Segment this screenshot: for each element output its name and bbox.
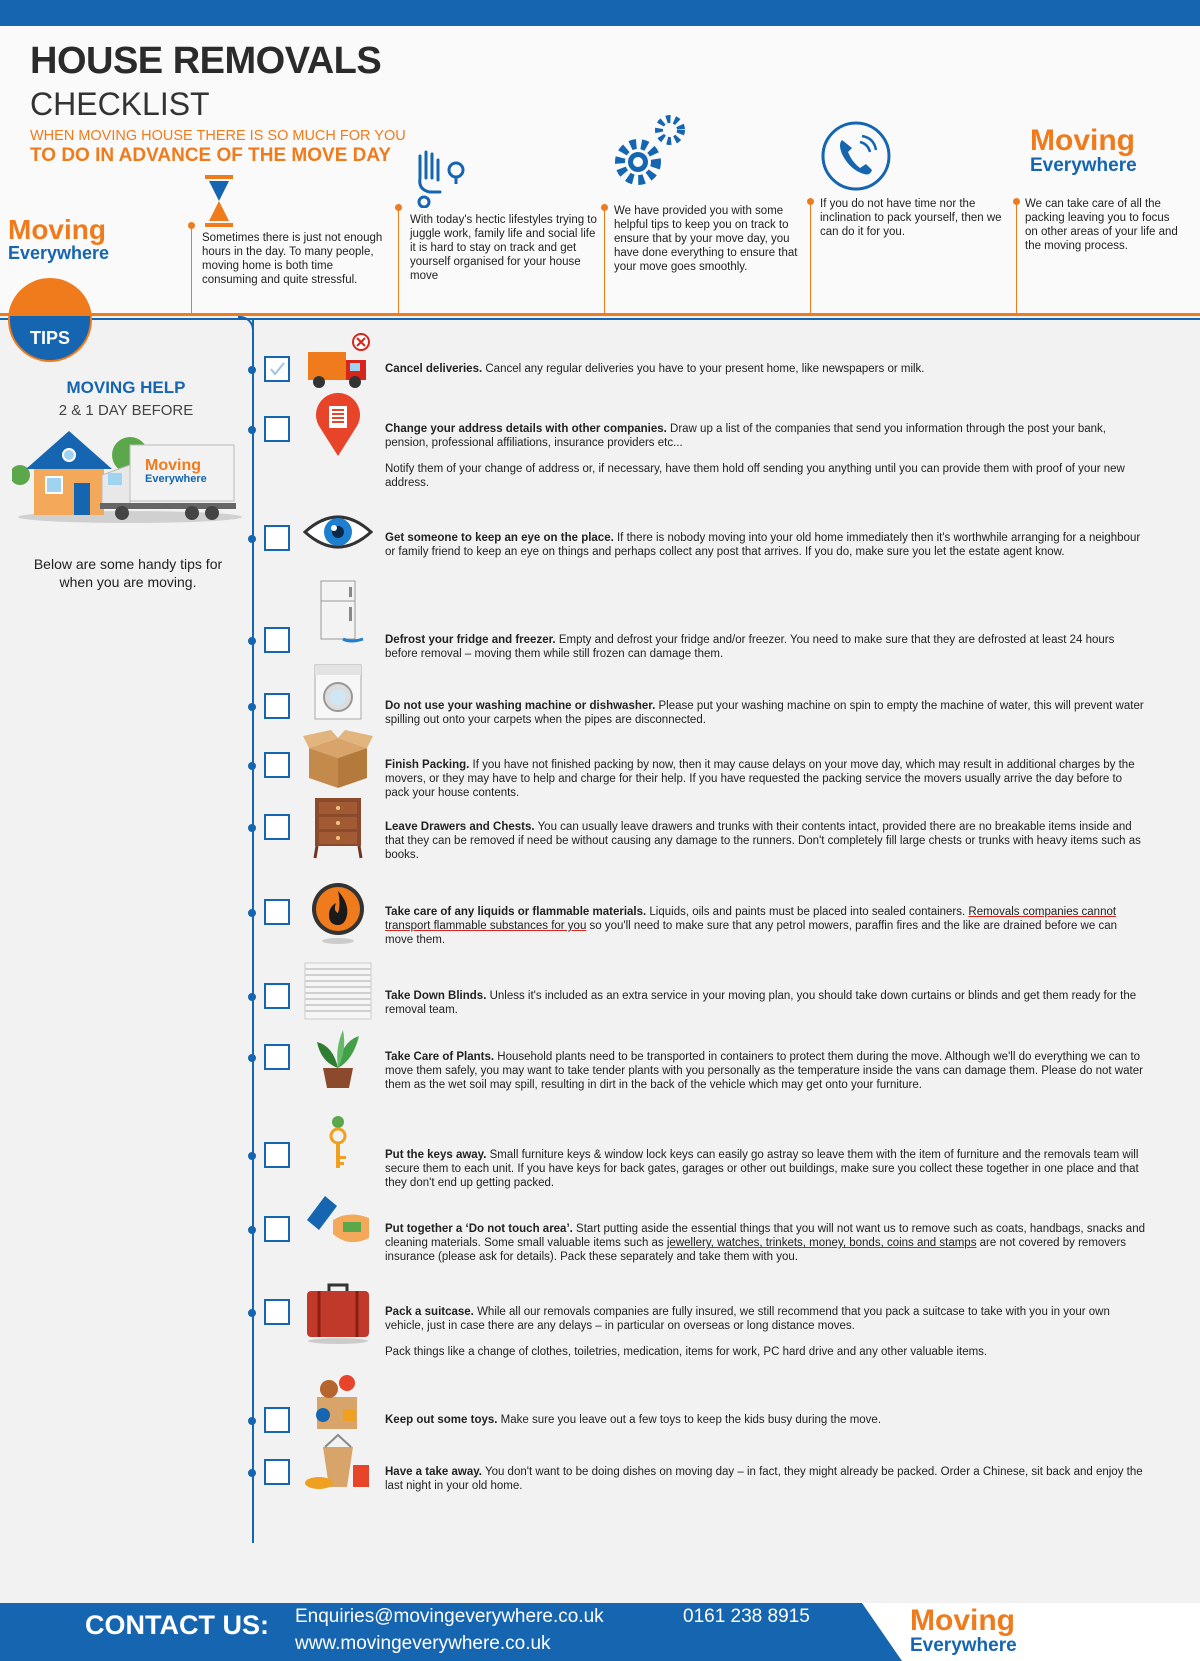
gears-icon: [610, 112, 690, 190]
checklist-item-body: Draw up a list of the companies that send you information through the post your bank, pension, professional affiliations, insurance providers etc...: [385, 423, 1106, 449]
fridge-icon: [303, 577, 373, 647]
timeline-dot: [248, 637, 256, 645]
checklist-checkbox[interactable]: [264, 814, 290, 840]
email-link[interactable]: Enquiries@movingeverywhere.co.uk: [295, 1606, 604, 1627]
checklist-checkbox[interactable]: [264, 983, 290, 1009]
checklist-checkbox[interactable]: [264, 693, 290, 719]
checklist-item-title: Keep out some toys.: [385, 1414, 498, 1426]
checklist-item-body: Liquids, oils and paints must be placed into sealed containers.: [646, 906, 969, 918]
phone-number[interactable]: 0161 238 8915: [683, 1606, 810, 1627]
footer-logo: [910, 1606, 1017, 1655]
checklist-checkbox[interactable]: [264, 1044, 290, 1070]
timeline-dot: [248, 1152, 256, 1160]
timeline-dot: [248, 535, 256, 543]
checklist-checkbox[interactable]: [264, 356, 290, 382]
checklist-item-note: Pack things like a change of clothes, toiletries, medication, items for work, PC hard drive and any other valuable items.: [385, 1346, 988, 1358]
checklist-item-text: [385, 989, 1145, 1017]
checklist-checkbox[interactable]: [264, 1407, 290, 1433]
hourglass-icon: [205, 175, 233, 227]
check-icon: [266, 358, 288, 380]
checklist-item-title: Get someone to keep an eye on the place.: [385, 532, 614, 544]
checklist-checkbox[interactable]: [264, 627, 290, 653]
washing-machine-icon: [303, 657, 373, 727]
logo-word-moving: Moving: [910, 1604, 1015, 1637]
checklist-item-title: Change your address details with other companies.: [385, 423, 667, 435]
intro-text-5: We can take care of all the packing leaving you to focus on other areas of your life and the moving process.: [1025, 198, 1178, 252]
checklist-item-text: [385, 633, 1145, 661]
checklist-item-text: [385, 699, 1145, 727]
checklist-item-title: Take Down Blinds.: [385, 990, 487, 1002]
checklist-item-title: Finish Packing.: [385, 759, 470, 771]
checklist-item-body: Make sure you leave out a few toys to keep the kids busy during the move.: [497, 1414, 882, 1426]
checklist-item-text: [385, 1050, 1145, 1092]
checklist-item-body: Empty and defrost your fridge and/or freezer. You need to make sure that they are defrosted at least 24 hours before removal – moving them while still frozen can damage them.: [385, 634, 1115, 660]
timeline-marker: [398, 208, 399, 314]
checklist-item-title: Put the keys away.: [385, 1149, 487, 1161]
checklist-item-title: Have a take away.: [385, 1466, 482, 1478]
checklist-item-body: If there is nobody moving into your old home immediately then it's worthwhile arranging for a neighbour or family friend to keep an eye on things and perhaps collect any post that arrives. If you do, make sure you let the estate agent know.: [385, 532, 1141, 558]
checklist-item-title: Do not use your washing machine or dishwasher.: [385, 700, 656, 712]
divider-orange: [0, 313, 1200, 316]
checklist-checkbox[interactable]: [264, 899, 290, 925]
intro-text-3: We have provided you with some helpful tips to keep you on track to ensure that by your move day, you have done everything to ensure that your move goes smoothly.: [614, 205, 798, 273]
checklist-checkbox[interactable]: [264, 1142, 290, 1168]
timeline-dot: [248, 1417, 256, 1425]
checklist-item-title: Pack a suitcase.: [385, 1306, 474, 1318]
intro-text-1: Sometimes there is just not enough hours in the day. To many people, moving home is both time consuming and quite stressful.: [202, 232, 383, 286]
checklist-item-body-after: so you'll need to make sure that any petrol mowers, paraffin fires and the like are drained before we can move them.: [385, 920, 1117, 946]
checklist-item-body-after: are not covered by removers insurance (please ask for details). Pack these separately and take them with you.: [385, 1237, 1127, 1263]
checklist-item-note: Notify them of your change of address or, if necessary, have them hold off sending you anything until you can provide them with proof of your new address.: [385, 463, 1125, 489]
timeline-dot: [248, 366, 256, 374]
timeline-marker: [1016, 202, 1017, 314]
phone-icon: [820, 120, 892, 192]
checklist-item-text: [385, 1465, 1145, 1493]
page-subtitle: CHECKLIST: [30, 86, 210, 122]
house-and-van-illustration: [12, 425, 244, 535]
hand-location-icon: [410, 148, 470, 208]
checklist-item-text: [385, 1413, 1145, 1427]
timeline-line: [252, 318, 254, 1543]
timeline-dot: [248, 993, 256, 1001]
divider-blue: [0, 318, 1200, 320]
page-title: HOUSE REMOVALS: [30, 40, 382, 82]
timeline-marker: [810, 202, 811, 314]
timeline-dot: [248, 1054, 256, 1062]
checklist-item-text: [385, 422, 1145, 490]
top-bar: [0, 0, 1200, 26]
checklist-item-title: Take Care of Plants.: [385, 1051, 495, 1063]
checklist-item-text: [385, 758, 1145, 800]
tagline-line2: TO DO IN ADVANCE OF THE MOVE DAY: [30, 145, 392, 166]
checklist-checkbox[interactable]: [264, 1459, 290, 1485]
contact-label: CONTACT US:: [85, 1610, 269, 1640]
logo-word-moving: Moving: [145, 457, 201, 474]
logo-word-everywhere: Everywhere: [910, 1635, 1017, 1656]
brand-logo-right: [1030, 126, 1137, 175]
checklist-item-text: [385, 531, 1145, 559]
chest-of-drawers-icon: [303, 792, 373, 862]
moving-help-subtitle: 2 & 1 DAY BEFORE: [58, 402, 194, 419]
checklist-item-text: [385, 820, 1145, 862]
flame-icon: [303, 877, 373, 947]
checklist-item-title: Put together a ‘Do not touch area’.: [385, 1223, 573, 1235]
checklist-item-body: Household plants need to be transported in containers to protect them during the move. Although we'll do everything we can to move them safely, you may want to take tender plants with you personally as the temperature inside the vans can damage them. Please do not water them as the wet soil may spill, resulting in dirt in the back of the vehicle which may get onto your furniture.: [385, 1051, 1143, 1091]
checklist-checkbox[interactable]: [264, 1299, 290, 1325]
takeaway-icon: [303, 1427, 373, 1497]
logo-word-everywhere: Everywhere: [1030, 155, 1137, 176]
checklist-item-body: If you have not finished packing by now, then it may cause delays on your move day, which may result in additional charges by the movers, or they may have to help and charge for their help. If you have requested the packing service the movers usually arrive the day before to pack your house contents.: [385, 759, 1135, 799]
logo-word-everywhere: Everywhere: [8, 243, 110, 263]
checklist-item-body: Small furniture keys & window lock keys can easily go astray so leave them with the item of furniture and the removals team will secure them to each unit. If you have keys for back gates, garages or other out buildings, make sure you collect these together in one place and that they don't end up getting packed.: [385, 1149, 1139, 1189]
suitcase-icon: [303, 1277, 373, 1347]
location-pin-icon: [303, 392, 373, 462]
plant-icon: [303, 1022, 373, 1092]
eye-icon: [303, 497, 373, 567]
checklist-item-text: [385, 362, 1145, 376]
tagline-line1: WHEN MOVING HOUSE THERE IS SO MUCH FOR YOU: [30, 128, 406, 144]
timeline-dot: [248, 703, 256, 711]
checklist-item-title: Cancel deliveries.: [385, 363, 483, 375]
intro-text-4: If you do not have time nor the inclination to pack yourself, then we can do it for you.: [820, 198, 1002, 238]
checklist-item-body: Please put your washing machine on spin to empty the machine of water, this will prevent water spilling out onto your carpets when the pipes are disconnected.: [385, 700, 1144, 726]
timeline-marker: [191, 226, 192, 314]
timeline-dot: [248, 1469, 256, 1477]
checklist-checkbox[interactable]: [264, 525, 290, 551]
timeline-dot: [248, 762, 256, 770]
valuables-icon: [303, 1190, 373, 1260]
checklist-item-highlight: Removals companies cannot transport flammable substances for you: [385, 906, 1117, 932]
van-logo: [145, 458, 207, 485]
tips-label: TIPS: [10, 316, 90, 360]
checklist-item-title: Defrost your fridge and freezer.: [385, 634, 556, 646]
checklist-item-text: [385, 1148, 1145, 1190]
below-tips-text: Below are some handy tips for when you are moving.: [33, 556, 223, 590]
blinds-icon: [303, 957, 373, 1027]
checklist-item-body: While all our removals companies are fully insured, we still recommend that you pack a suitcase to take with you in your own vehicle, just in case there are any delays – in particular on overseas or long distance moves.: [385, 1306, 1110, 1332]
logo-word-everywhere: Everywhere: [145, 473, 207, 485]
timeline-dot: [248, 1226, 256, 1234]
checklist-item-title: Leave Drawers and Chests.: [385, 821, 535, 833]
checklist-item-text: [385, 905, 1145, 947]
checklist-item-highlight: jewellery, watches, trinkets, money, bonds, coins and stamps: [666, 1237, 977, 1249]
checklist-checkbox[interactable]: [264, 752, 290, 778]
checklist-item-body: You don't want to be doing dishes on moving day – in fact, they might already be packed. Order a Chinese, sit back and enjoy the last night in your old home.: [385, 1466, 1143, 1492]
logo-word-moving: Moving: [1030, 124, 1135, 157]
checklist-item-body: Start putting aside the essential things that you will not want us to remove such as coats, handbags, snacks and cleaning materials. Some small valuable items such as: [385, 1223, 1145, 1249]
timeline-dot: [248, 824, 256, 832]
checklist-checkbox[interactable]: [264, 1216, 290, 1242]
timeline-marker: [604, 208, 605, 314]
timeline-dot: [248, 909, 256, 917]
checklist-item-body: You can usually leave drawers and trunks with their contents intact, provided there are no breakable items inside and that they can be removed if need be without causing any damage to the runners. Don't completely fill large chests or trunks with heavy items such as books.: [385, 821, 1141, 861]
timeline-dot: [248, 426, 256, 434]
logo-word-moving: Moving: [8, 214, 106, 245]
checklist-item-text: [385, 1305, 1145, 1359]
checklist-item-body: Unless it's included as an extra service in your moving plan, you should take down curtains or blinds and get them ready for the removal team.: [385, 990, 1137, 1016]
checklist-item-text: [385, 1222, 1145, 1264]
checklist-item-title: Take care of any liquids or flammable materials.: [385, 906, 647, 918]
intro-text-2: With today's hectic lifestyles trying to juggle work, family life and social life it is hard to stay on track and get yourself organised for your house move: [410, 214, 597, 282]
keys-icon: [303, 1112, 373, 1182]
timeline-dot: [248, 1309, 256, 1317]
moving-help-title: MOVING HELP: [66, 378, 186, 397]
brand-logo-left: [8, 216, 109, 262]
checklist-item-body: Cancel any regular deliveries you have to your present home, like newspapers or milk.: [482, 363, 925, 375]
website-link[interactable]: www.movingeverywhere.co.uk: [295, 1633, 551, 1654]
checklist-checkbox[interactable]: [264, 416, 290, 442]
cardboard-box-icon: [303, 722, 373, 792]
